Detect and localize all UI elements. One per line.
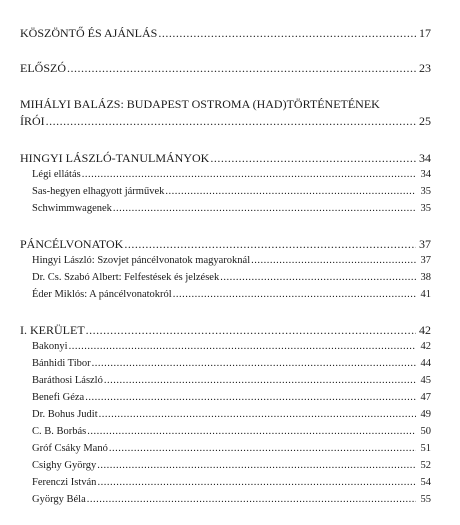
toc-subentry [20,476,431,490]
leader-dots [109,442,416,456]
toc-section-title: PÁNCÉLVONATOK [20,237,124,251]
leader-dots [67,61,416,75]
toc-subentry [20,408,431,422]
leader-dots [46,114,416,128]
toc-entry-eloszo [20,61,431,75]
toc-subentry [20,340,431,354]
toc-subentry-title: Benefi Géza [32,392,85,403]
toc-subentry [20,271,431,285]
leader-dots [99,408,416,422]
leader-dots [97,476,416,490]
toc-subentry [20,357,431,371]
toc-section-title: I. KERÜLET [20,323,85,337]
leader-dots [82,168,416,182]
toc-subentry [20,391,431,405]
leader-dots [165,185,416,199]
toc-subentry [20,185,431,199]
leader-dots [113,202,416,216]
toc-subentry-title: Éder Miklós: A páncélvonatokról [32,289,172,300]
leader-dots [87,425,416,439]
toc-subentry [20,288,431,302]
toc-subentry-page: 54 [420,477,431,488]
toc-entry-page: 25 [419,114,431,128]
toc-subentry-title: Bánhidi Tibor [32,358,91,369]
toc-subentry-page: 44 [420,358,431,369]
toc-subentry-page: 35 [420,186,431,197]
toc-subentry [20,202,431,216]
toc-subentry-page: 38 [420,272,431,283]
toc-subentry-title: Gróf Csáky Manó [32,443,108,454]
leader-dots [87,493,416,507]
toc-subentry-page: 35 [420,203,431,214]
toc-entry-title: ELŐSZÓ [20,61,66,75]
toc-entry-page: 17 [419,26,431,40]
toc-subentry-page: 52 [420,460,431,471]
toc-subentry-title: Csighy György [32,460,97,471]
toc-subentry [20,254,431,268]
toc-section-title: HINGYI LÁSZLÓ-TANULMÁNYOK [20,151,210,165]
toc-entry-page: 23 [419,61,431,75]
toc-section-page: 34 [419,151,431,165]
leader-dots [85,391,416,405]
toc-subentry-title: Dr. Bohus Judit [32,409,98,420]
toc-entry-mihalyi-line1: MIHÁLYI BALÁZS: BUDAPEST OSTROMA (HAD)TÖRTÉNETÉNEK [20,97,380,111]
leader-dots [104,374,416,388]
toc-subentry [20,493,431,507]
toc-subentry-title: Sas-hegyen elhagyott járművek [32,186,165,197]
toc-subentry-page: 37 [420,255,431,266]
toc-entry-koszonto [20,26,431,40]
leader-dots [220,271,416,285]
toc-subentry-page: 47 [420,392,431,403]
toc-subentry-title: Schwimmwagenek [32,203,112,214]
toc-subentry-page: 34 [420,169,431,180]
leader-dots [69,340,416,354]
leader-dots [124,237,416,251]
leader-dots [158,26,416,40]
toc-subentry-title: Légi ellátás [32,169,81,180]
toc-subentry-title: Hingyi László: Szovjet páncélvonatok magyaroknál [32,255,251,266]
toc-subentry [20,442,431,456]
toc-section-pancelvonatok [20,237,431,251]
toc-subentry-title: Baráthosi László [32,375,103,386]
toc-subentry-title: Ferenczi István [32,477,97,488]
toc-subentry-page: 55 [420,494,431,505]
toc-entry-mihalyi [20,114,431,128]
toc-subentry-page: 45 [420,375,431,386]
toc-entry-title: ÍRÓI [20,114,45,128]
leader-dots [92,357,416,371]
toc-subentry-title: C. B. Borbás [32,426,87,437]
toc-subentry-page: 49 [420,409,431,420]
leader-dots [97,459,416,473]
toc-section-page: 42 [419,323,431,337]
leader-dots [251,254,416,268]
toc-subentry [20,168,431,182]
toc-entry-title: KÖSZÖNTŐ ÉS AJÁNLÁS [20,26,158,40]
toc-subentry-page: 41 [420,289,431,300]
toc-subentry-page: 51 [420,443,431,454]
toc-subentry [20,459,431,473]
leader-dots [86,323,416,337]
toc-section-i-kerulet [20,323,431,337]
toc-section-hingyi [20,151,431,165]
toc-subentry [20,374,431,388]
toc-subentry-title: Dr. Cs. Szabó Albert: Felfestések és jelzések [32,272,220,283]
toc-subentry-page: 42 [420,341,431,352]
leader-dots [173,288,416,302]
toc-subentry-title: György Béla [32,494,86,505]
toc-subentry-page: 50 [420,426,431,437]
toc-subentry [20,425,431,439]
leader-dots [210,151,416,165]
toc-section-page: 37 [419,237,431,251]
toc-subentry-title: Bakonyi [32,341,68,352]
